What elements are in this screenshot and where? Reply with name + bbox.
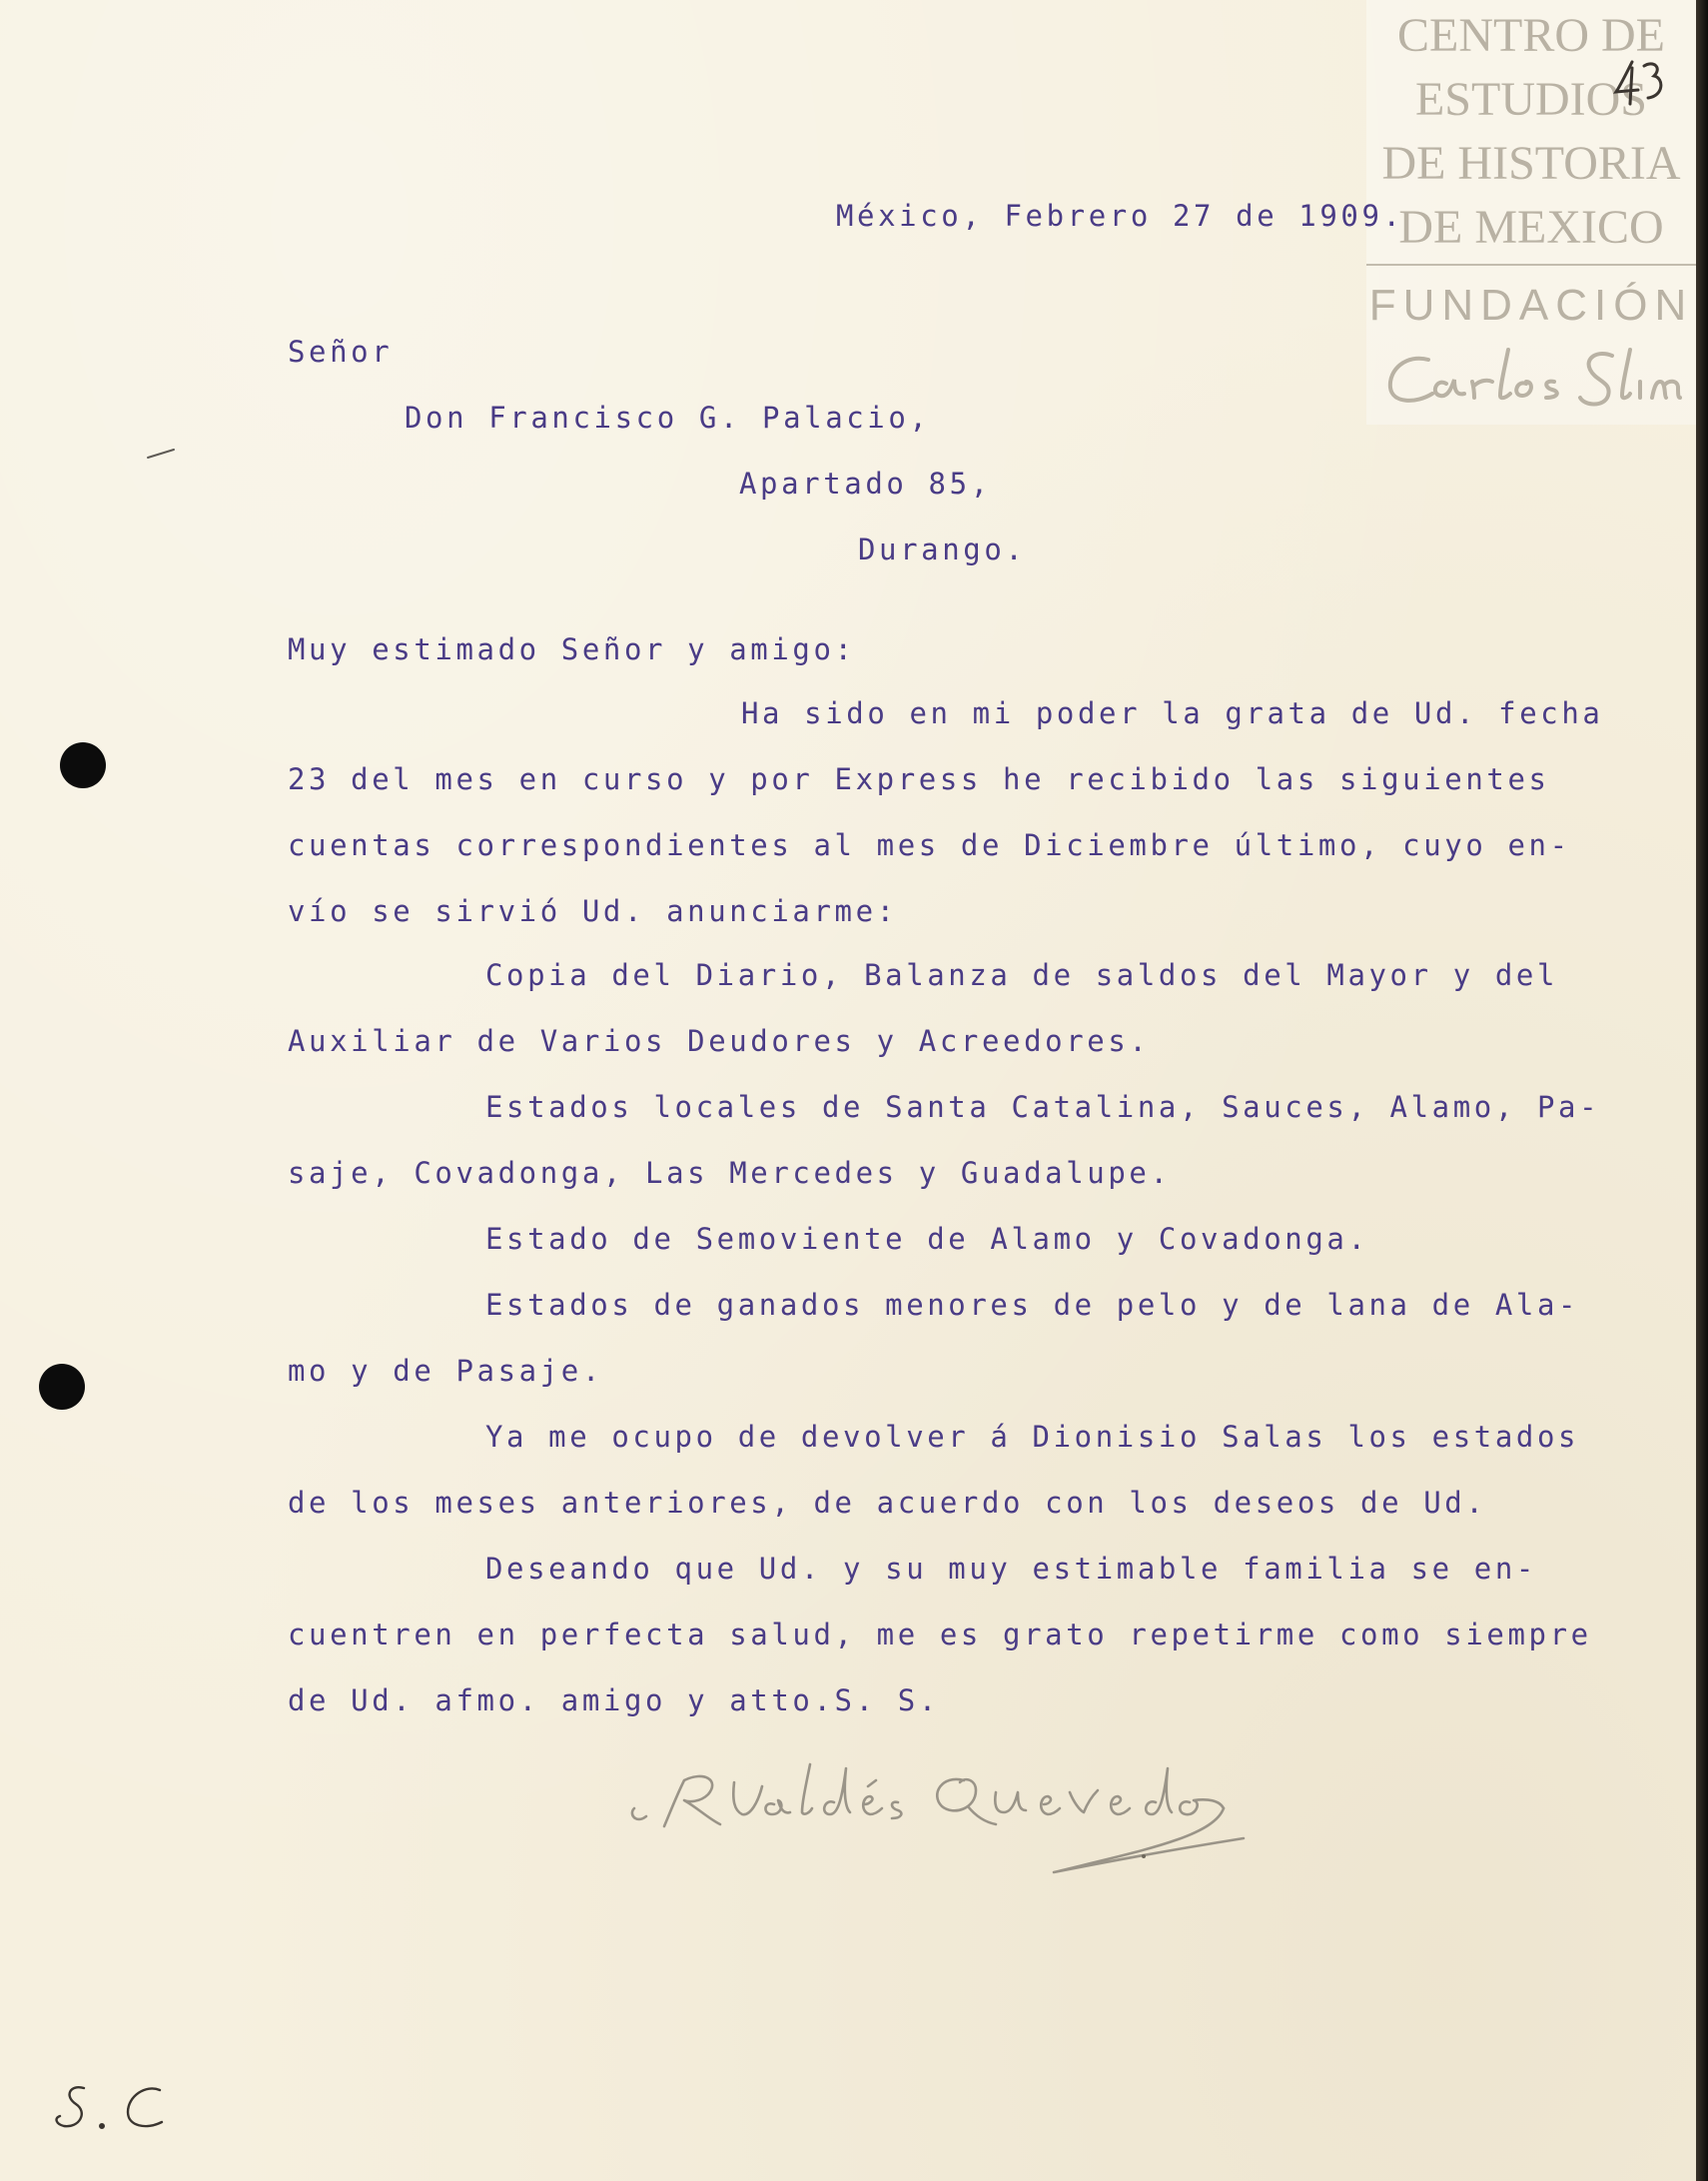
body-line: mo y de Pasaje. [288,1354,603,1388]
body-line: Auxiliar de Varios Deudores y Acreedores. [288,1024,1151,1058]
body-line: Ha sido en mi poder la grata de Ud. fecha [741,696,1604,730]
address-title: Señor [288,335,394,369]
letter-date: México, Febrero 27 de 1909. [836,199,1404,233]
body-line: Estados locales de Santa Catalina, Sauces, Alamo, Pa- [485,1090,1601,1124]
stamp-line-4: DE MEXICO [1398,201,1664,254]
address-city: Durango. [858,533,1027,566]
punch-hole [39,1364,85,1410]
body-line: 23 del mes en curso y por Express he recibido las siguientes [288,762,1550,796]
stamp-foundation: FUNDACIÓN [1368,281,1694,330]
body-line: Copia del Diario, Balanza de saldos del Mayor y del [485,958,1559,992]
address-name: Don Francisco G. Palacio, [405,401,931,435]
pencil-mark [144,444,180,464]
greeting: Muy estimado Señor y amigo: [288,632,856,666]
signature [624,1746,1423,1886]
stamp-divider [1366,264,1696,266]
carlos-slim-logo [1376,340,1686,420]
body-line: Deseando que Ud. y su muy estimable familia se en- [485,1552,1537,1586]
body-line: Estado de Semoviente de Alamo y Covadonga. [485,1222,1369,1256]
page-edge-shadow [1696,0,1708,2181]
body-line: Estados de ganados menores de pelo y de lana de Ala- [485,1288,1580,1322]
stamp-line-2: ESTUDIOS [1414,73,1647,126]
body-line: saje, Covadonga, Las Mercedes y Guadalupe. [288,1156,1172,1190]
margin-note [50,2070,200,2150]
body-line: de Ud. afmo. amigo y atto.S. S. [288,1683,940,1717]
body-line: cuentas correspondientes al mes de Diciembre último, cuyo en- [288,828,1571,862]
body-line: Ya me ocupo de devolver á Dionisio Salas los estados [485,1420,1580,1454]
folio-number [1610,58,1666,110]
body-line: cuentren en perfecta salud, me es grato repetirme como siempre [288,1618,1592,1651]
body-line: de los meses anteriores, de acuerdo con los deseos de Ud. [288,1486,1487,1520]
punch-hole [60,742,106,788]
address-box: Apartado 85, [739,467,992,501]
stamp-line-1: CENTRO DE [1397,9,1665,62]
body-line: vío se sirvió Ud. anunciarme: [288,894,898,928]
stamp-line-3: DE HISTORIA [1381,137,1681,190]
